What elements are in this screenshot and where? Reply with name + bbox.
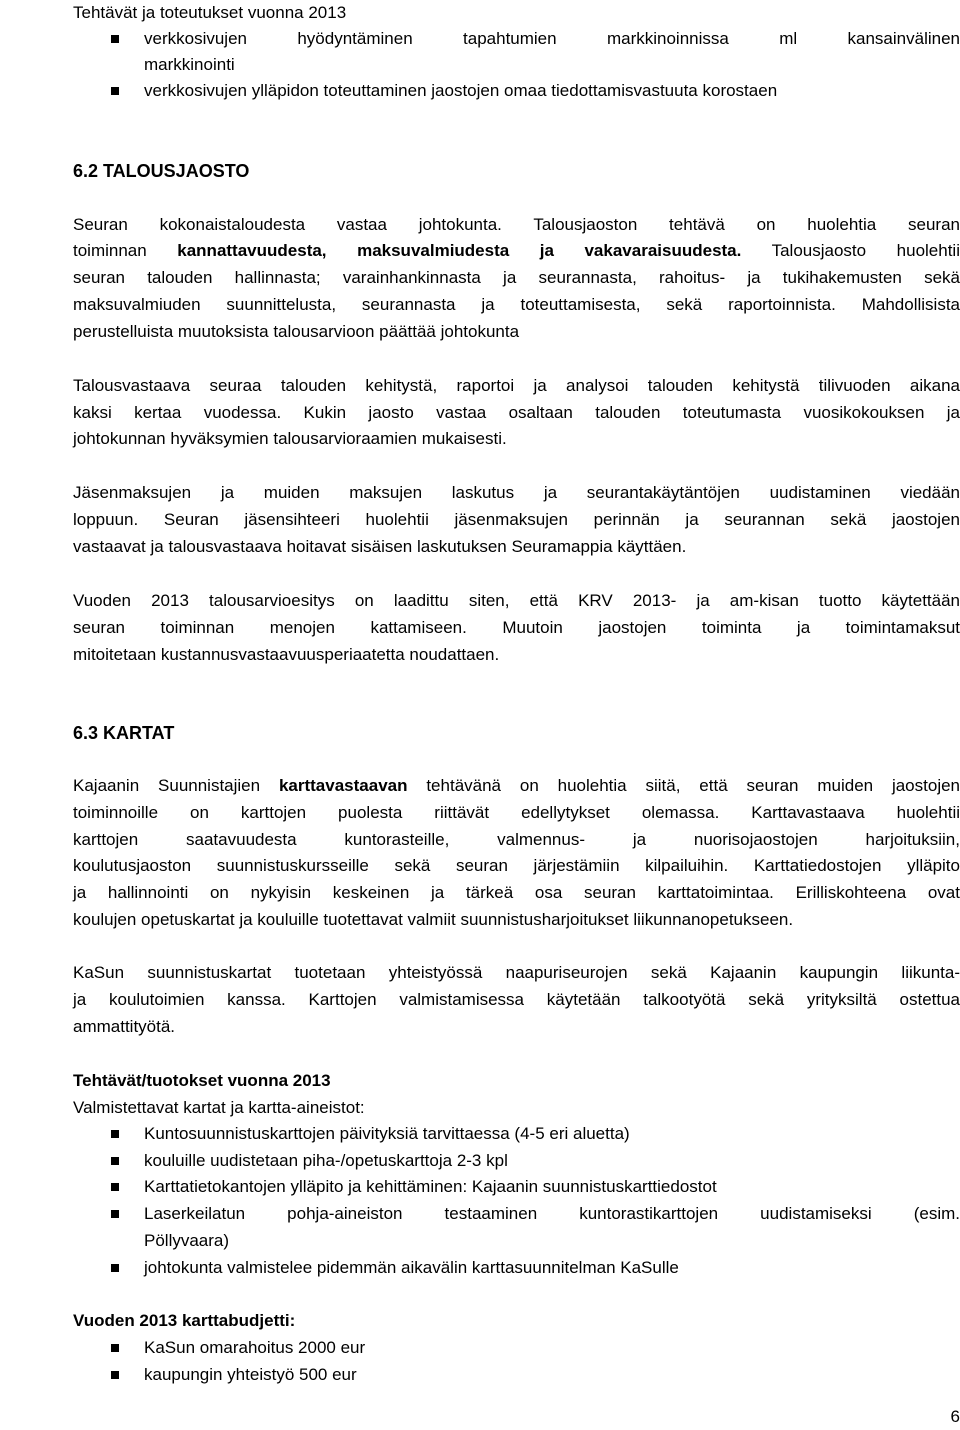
subheading: Tehtävät/tuotokset vuonna 2013 — [73, 1071, 331, 1090]
paragraph-line: kaksi kertaa vuodessa. Kukin jaosto vastaa osaltaan talouden toteutumasta vuosikokouksen ja — [73, 403, 960, 422]
paragraph-line: Jäsenmaksujen ja muiden maksujen laskutus ja seurantakäytäntöjen uudistaminen viedään — [73, 483, 960, 502]
list-item: Kuntosuunnistuskarttojen päivityksiä tarvittaessa (4-5 eri aluetta) — [144, 1124, 630, 1143]
bullet-square-icon — [111, 1264, 119, 1272]
paragraph-line: Vuoden 2013 talousarvioesitys on laadittu siten, että KRV 2013- ja am-kisan tuotto käytettään — [73, 591, 960, 610]
paragraph-line: Talousvastaava seuraa talouden kehitystä, raportoi ja analysoi talouden kehitystä tilivuoden aikana — [73, 376, 960, 395]
list-item-cont: markkinointi — [144, 55, 235, 74]
section-heading: 6.3 KARTAT — [73, 723, 175, 743]
bold-text: karttavastaavan — [278, 776, 408, 795]
bullet-square-icon — [111, 35, 119, 43]
paragraph-line: mitoitetaan kustannusvastaavuusperiaatetta noudattaen. — [73, 645, 500, 664]
paragraph-line: KaSun suunnistuskartat tuotetaan yhteistyössä naapuriseurojen sekä Kajaanin kaupungin liikunta- — [73, 963, 960, 982]
paragraph-line: ammattityötä. — [73, 1017, 176, 1036]
paragraph-line: koulujen opetuskartat ja kouluille tuotettavat valmiit suunnistusharjoitukset liikunnanopetukseen. — [73, 910, 794, 929]
paragraph-line: toiminnoille on karttojen puolesta riittävät edellytykset olemassa. Karttavastaava huolehtii — [73, 803, 960, 822]
bullet-square-icon — [111, 1183, 119, 1191]
paragraph-line: johtokunnan hyväksymien talousarvioraamien mukaisesti. — [73, 429, 507, 448]
bullet-square-icon — [111, 1344, 119, 1352]
paragraph-line: perustelluista muutoksista talousarvioon päättää johtokunta — [73, 322, 520, 341]
paragraph-line: toiminnan kannattavuudesta, maksuvalmiudesta ja vakavaraisuudesta. Talousjaosto huolehtii — [73, 241, 960, 260]
paragraph-line: Seuran kokonaistaloudesta vastaa johtokunta. Talousjaoston tehtävä on huolehtia seuran — [73, 215, 960, 234]
paragraph-line: maksuvalmiuden suunnittelusta, seurannasta ja toteuttamisesta, sekä raportoinnista. Mahdollisista — [73, 295, 960, 314]
bullet-square-icon — [111, 1130, 119, 1138]
bold-text: kannattavuudesta, maksuvalmiudesta ja vakavaraisuudesta. — [177, 241, 742, 260]
subheading: Vuoden 2013 karttabudjetti: — [73, 1311, 296, 1330]
paragraph-line: ja hallinnointi on nykyisin keskeinen ja tärkeä osa seuran karttatoimintaa. Erilliskohteena ovat — [73, 883, 960, 902]
document-page — [73, 0, 960, 1430]
page-number: 6 — [950, 1407, 960, 1426]
list-item: KaSun omarahoitus 2000 eur — [144, 1338, 366, 1357]
bullet-square-icon — [111, 1210, 119, 1218]
paragraph-line: vastaavat ja talousvastaava hoitavat sisäisen laskutuksen Seuramappia käyttäen. — [73, 537, 687, 556]
list-item: johtokunta valmistelee pidemmän aikavälin karttasuunnitelman KaSulle — [144, 1258, 679, 1277]
list-item: verkkosivujen hyödyntäminen tapahtumien markkinoinnissa ml kansainvälinen — [144, 29, 960, 48]
tasks-heading: Tehtävät ja toteutukset vuonna 2013 — [73, 3, 347, 22]
paragraph-line: seuran talouden hallinnasta; varainhankinnasta ja seurannasta, rahoitus- ja tukihakemusten sekä — [73, 268, 960, 287]
list-item: kaupungin yhteistyö 500 eur — [144, 1365, 357, 1384]
list-item: Karttatietokantojen ylläpito ja kehittäminen: Kajaanin suunnistuskarttiedostot — [144, 1177, 717, 1196]
list-item: kouluille uudistetaan piha-/opetuskarttoja 2-3 kpl — [144, 1151, 508, 1170]
bullet-square-icon — [111, 87, 119, 95]
paragraph-line: Valmistettavat kartat ja kartta-aineistot: — [73, 1098, 365, 1117]
bullet-square-icon — [111, 1157, 119, 1165]
section-heading: 6.2 TALOUSJAOSTO — [73, 161, 250, 181]
paragraph-line: Kajaanin Suunnistajien karttavastaavan tehtävänä on huolehtia siitä, että seuran muiden jaostojen — [73, 776, 960, 795]
paragraph-line: karttojen saatavuudesta kuntorasteille, valmennus- ja nuorisojaostojen harjoituksiin, — [73, 830, 960, 849]
paragraph-line: koulutusjaoston suunnistuskursseille sekä seuran järjestämiin kilpailuihin. Karttatiedostojen ylläpito — [73, 856, 960, 875]
list-item: Laserkeilatun pohja-aineiston testaaminen kuntorastikarttojen uudistamiseksi (esim. — [144, 1204, 960, 1223]
list-item-cont: Pöllyvaara) — [144, 1231, 230, 1250]
paragraph-line: ja koulutoimien kanssa. Karttojen valmistamisessa käytetään talkootyötä sekä yrityksiltä ostettua — [73, 990, 960, 1009]
bullet-square-icon — [111, 1371, 119, 1379]
paragraph-line: seuran toiminnan menojen kattamiseen. Muutoin jaostojen toiminta ja toimintamaksut — [73, 618, 960, 637]
list-item: verkkosivujen ylläpidon toteuttaminen jaostojen omaa tiedottamisvastuuta korostaen — [144, 81, 778, 100]
paragraph-line: loppuun. Seuran jäsensihteeri huolehtii jäsenmaksujen perinnän ja seurannan sekä jaostojen — [73, 510, 960, 529]
